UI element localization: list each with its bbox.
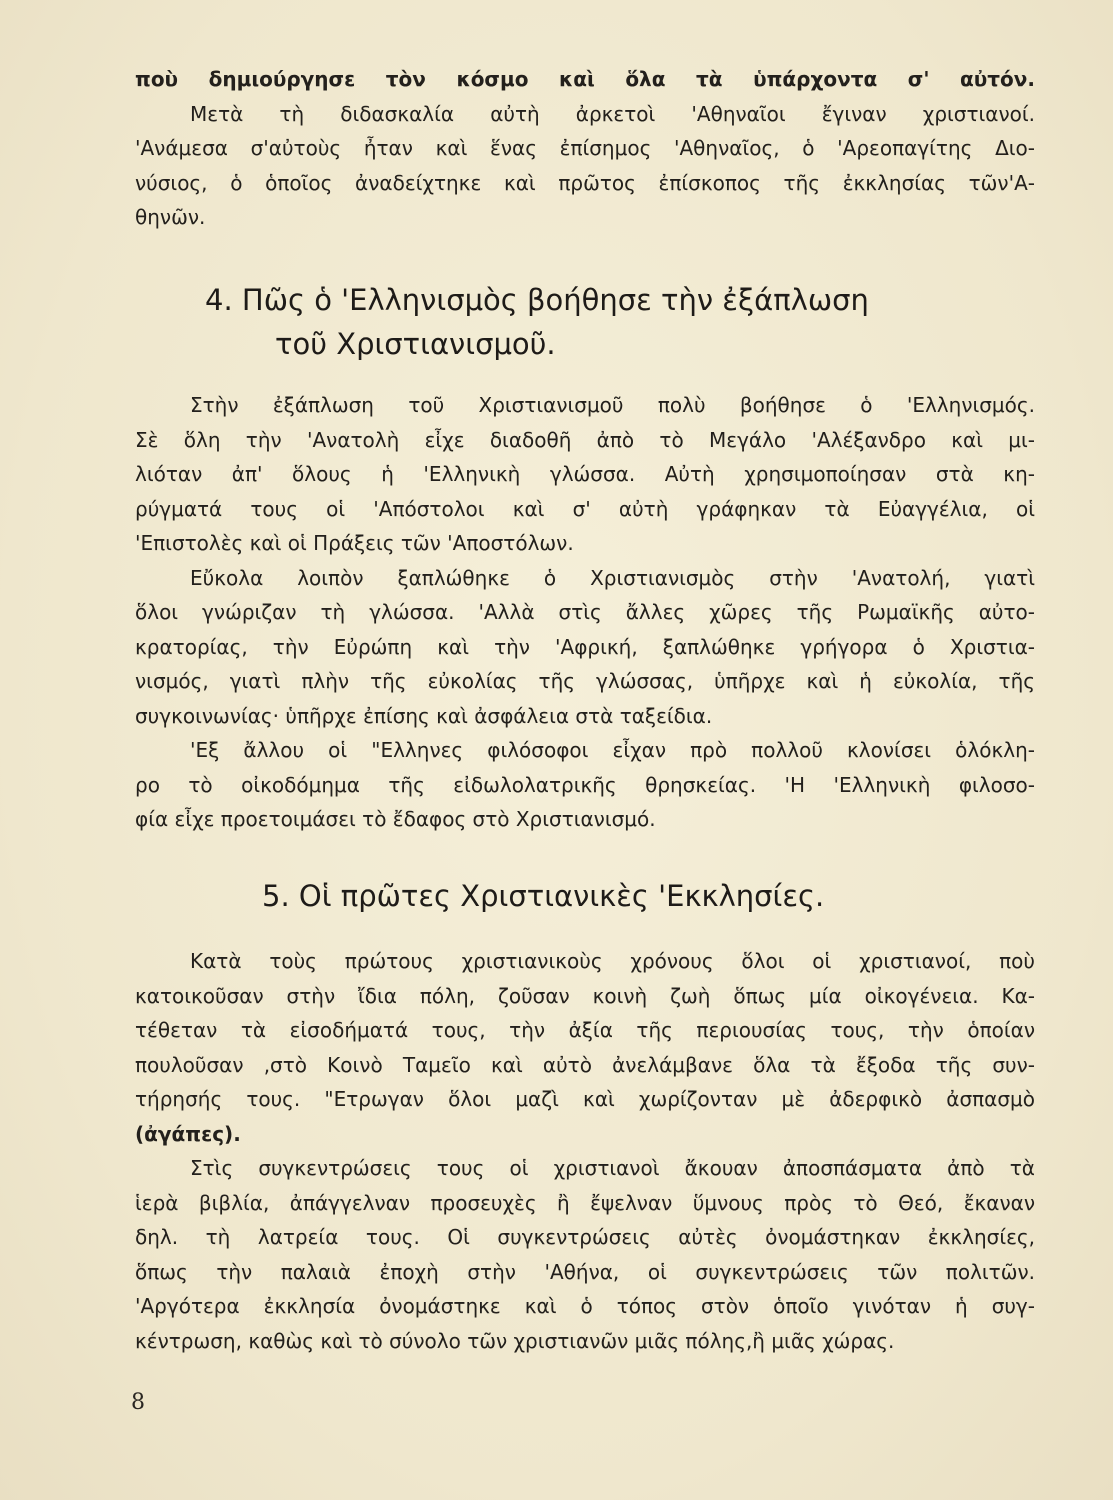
section-4-heading-line1: 4. Πῶς ὁ 'Ελληνισμὸς βοήθησε τὴν ἐξάπλωση — [205, 283, 869, 317]
section-4-heading — [205, 278, 869, 366]
text-line: 'Ανάμεσα σ'αὐτοὺς ἦταν καὶ ἕνας ἐπίσημος 'Αθηναῖος, ὁ 'Αρεοπαγίτης Διο- — [135, 136, 1035, 160]
text-line: κατοικοῦσαν στὴν ἴδια πόλη, ζοῦσαν κοινὴ ζωὴ ὅπως μία οἰκογένεια. Κα- — [135, 983, 1035, 1008]
section-5-heading-line: 5. Οἱ πρῶτες Χριστιανικὲς 'Εκκλησίες. — [262, 879, 825, 913]
page-number: 8 — [131, 1390, 145, 1415]
text-line: ἱερὰ βιβλία, ἀπάγγελναν προσευχὲς ἢ ἔψελναν ὕμνους πρὸς τὸ Θεό, ἔκαναν — [135, 1190, 1035, 1215]
section-4-heading-line2: τοῦ Χριστιανισμοῦ. — [275, 327, 556, 361]
text-line: ρο τὸ οἰκοδόμημα τῆς εἰδωλολατρικῆς θρησκείας. 'Η 'Ελληνικὴ φιλοσο- — [135, 772, 1035, 797]
section-4-paragraph-2 — [135, 561, 1035, 734]
text-line: κρατορίας, τὴν Εὐρώπη καὶ τὴν 'Αφρική, ξαπλώθηκε γρήγορα ὁ Χριστια- — [135, 634, 1035, 659]
text-line: ὅλοι γνώριζαν τὴ γλώσσα. 'Αλλὰ στὶς ἄλλες χῶρες τῆς Ρωμαϊκῆς αὐτο- — [135, 600, 1035, 624]
text-line: λιόταν ἀπ' ὅλους ἡ 'Ελληνικὴ γλώσσα. Αὐτὴ χρησιμοποίησαν στὰ κη- — [135, 462, 1035, 486]
text-line: θηνῶν. — [135, 205, 206, 229]
text-line: κέντρωση, καθὼς καὶ τὸ σύνολο τῶν χριστιανῶν μιᾶς πόλης,ἢ μιᾶς χώρας. — [135, 1328, 895, 1353]
text-line: Στὶς συγκεντρώσεις τους οἱ χριστιανοὶ ἄκουαν ἀποσπάσματα ἀπὸ τὰ — [190, 1156, 1035, 1180]
section-4-paragraph-3 — [135, 733, 1035, 837]
text-line: τέθεταν τὰ εἰσοδήματά τους, τὴν ἀξία τῆς περιουσίας τους, τὴν ὁποίαν — [135, 1018, 1035, 1042]
text-line: φία εἶχε προετοιμάσει τὸ ἔδαφος στὸ Χριστιανισμό. — [135, 807, 656, 831]
text-line: ρύγματά τους οἱ 'Απόστολοι καὶ σ' αὐτὴ γράφηκαν τὰ Εὐαγγέλια, οἱ — [135, 496, 1035, 521]
text-line: δηλ. τὴ λατρεία τους. Οἱ συγκεντρώσεις αὐτὲς ὀνομάστηκαν ἐκκλησίες, — [135, 1225, 1035, 1249]
text-line: νισμός, γιατὶ πλὴν τῆς εὐκολίας τῆς γλώσσας, ὑπῆρχε καὶ ἡ εὐκολία, τῆς — [135, 669, 1035, 693]
section-5-heading — [262, 874, 824, 918]
text-line: συγκοινωνίας· ὑπῆρχε ἐπίσης καὶ ἀσφάλεια στὰ ταξείδια. — [135, 703, 713, 728]
section-5-body — [135, 944, 1035, 1358]
text-line: Κατὰ τοὺς πρώτους χριστιανικοὺς χρόνους ὅλοι οἱ χριστιανοί, ποὺ — [190, 949, 1035, 973]
text-line: πουλοῦσαν ,στὸ Κοινὸ Ταμεῖο καὶ αὐτὸ ἀνελάμβανε ὅλα τὰ ἔξοδα τῆς συν- — [135, 1052, 1035, 1077]
text-line: Στὴν ἐξάπλωση τοῦ Χριστιανισμοῦ πολὺ βοήθησε ὁ 'Ελληνισμός. — [190, 393, 1035, 417]
section-5-paragraph-2 — [135, 1151, 1035, 1358]
intro-block — [135, 62, 1035, 235]
text-line: Μετὰ τὴ διδασκαλία αὐτὴ ἀρκετοὶ 'Αθηναῖοι ἔγιναν χριστιανοί. — [190, 101, 1035, 126]
text-line: ποὺ δημιούργησε τὸν κόσμο καὶ ὅλα τὰ ὑπάρχοντα σ' αὐτόν. — [135, 67, 1035, 91]
section-5-paragraph-1 — [135, 944, 1035, 1151]
text-line: Εὔκολα λοιπὸν ξαπλώθηκε ὁ Χριστιανισμὸς στὴν 'Ανατολή, γιατὶ — [190, 565, 1035, 590]
text-line: τήρησής τους. "Ετρωγαν ὅλοι μαζὶ καὶ χωρίζονταν μὲ ἀδερφικὸ ἀσπασμὸ — [135, 1087, 1035, 1111]
text-line: ὅπως τὴν παλαιὰ ἐποχὴ στὴν 'Αθήνα, οἱ συγκεντρώσεις τῶν πολιτῶν. — [135, 1259, 1035, 1284]
section-4-paragraph-1 — [135, 388, 1035, 561]
text-line: νύσιος, ὁ ὁποῖος ἀναδείχτηκε καὶ πρῶτος ἐπίσκοπος τῆς ἐκκλησίας τῶν'Α- — [135, 170, 1035, 195]
text-line: 'Επιστολὲς καὶ οἱ Πράξεις τῶν 'Αποστόλων. — [135, 531, 574, 555]
intro-paragraph — [135, 62, 1035, 235]
text-line: (ἀγάπες). — [135, 1121, 241, 1146]
section-4-body — [135, 388, 1035, 837]
text-line: 'Εξ ἄλλου οἱ "Ελληνες φιλόσοφοι εἶχαν πρὸ πολλοῦ κλονίσει ὁλόκλη- — [190, 738, 1035, 762]
text-line: 'Αργότερα ἐκκλησία ὀνομάστηκε καὶ ὁ τόπος στὸν ὁποῖο γινόταν ἡ συγ- — [135, 1294, 1035, 1318]
text-line: Σὲ ὅλη τὴν 'Ανατολὴ εἶχε διαδοθῆ ἀπὸ τὸ Μεγάλο 'Αλέξανδρο καὶ μι- — [135, 427, 1035, 452]
